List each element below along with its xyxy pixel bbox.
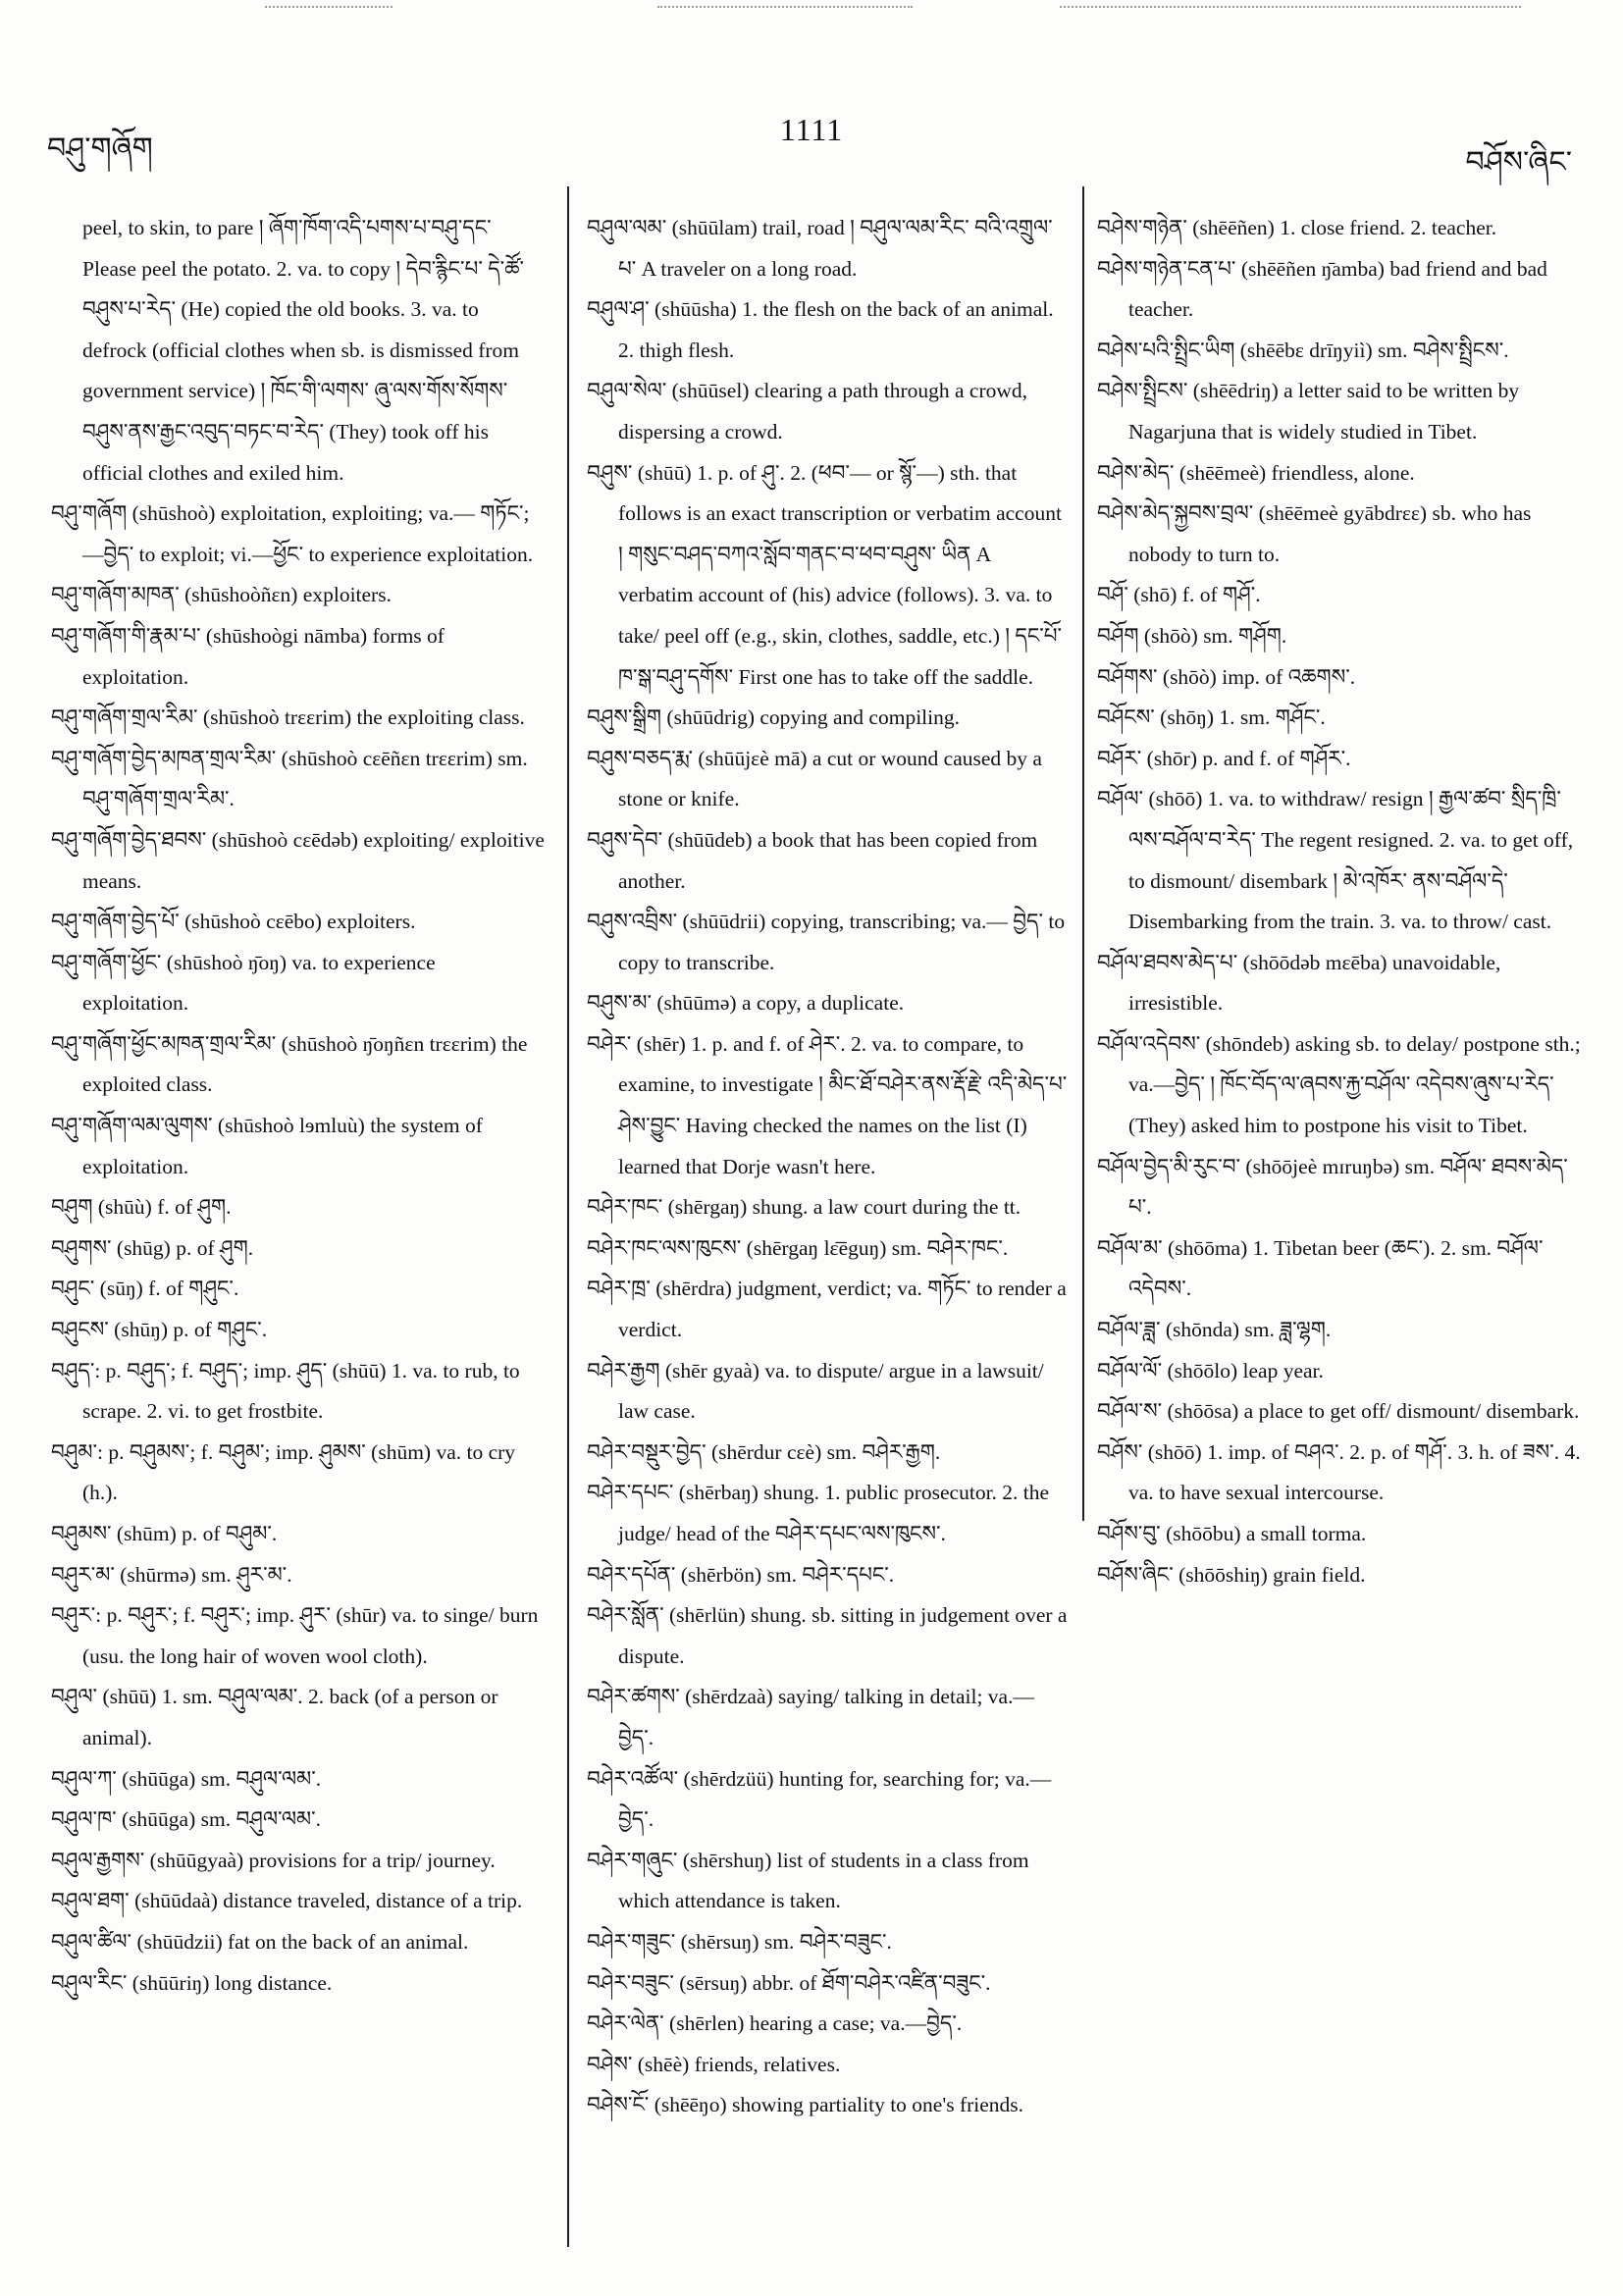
dictionary-entry: བཤུད་: p. བཤུད་; f. བཤུད་; imp. ཤུད་ (shūū) 1. va. to rub, to scrape. 2. vi. to get frostbite. — [51, 1358, 520, 1424]
dictionary-entry: བཤུ་གཞོག་བྱེད་མཁན་གྲལ་རིམ་ (shūshoò cɛēñɛn trɛɛrim) sm. བཤུ་གཞོག་གྲལ་རིམ་. — [51, 746, 528, 811]
dictionary-entry: བཤོལ་ས་ (shōōsa) a place to get off/ dismount/ disembark. — [1097, 1399, 1580, 1424]
dictionary-entry: བཤུལ་ལམ་ (shūūlam) trail, road ། བཤུལ་ལམ་རིང་ བའི་འགྲུལ་པ་ A traveler on a long road. — [587, 216, 1053, 281]
dictionary-entry: བཤེར་སློན་ (shērlün) shung. sb. sitting in judgement over a dispute. — [587, 1603, 1068, 1668]
running-head-right: བཤོས་ཞིང་ — [1465, 146, 1572, 179]
dictionary-entry: བཤུ་གཞོག་མཁན་ (shūshoòñɛn) exploiters. — [51, 583, 392, 607]
dictionary-entry: བཤེར་བསྡུར་བྱེད་ (shērdur cɛè) sm. བཤེར་རྒྱག. — [587, 1439, 941, 1464]
dictionary-entry: བཤུལ་ཚིལ་ (shūūdzii) fat on the back of an animal. — [51, 1929, 469, 1954]
column-divider — [567, 186, 569, 2247]
dictionary-entry: བཤེས་པའི་སྤྲིང་ཡིག (shēēbɛ drīŋyiì) sm. བཤེས་སྤྲིངས་. — [1097, 338, 1509, 362]
continued-entry: peel, to skin, to pare ། ཞོག་ཁོག་འདི་པགས་པ་བཤུ་དང་ Please peel the potato. 2. va. to copy ། དེབ་རྙིང་པ་ དེ་ཚོ་བཤུས་པ་རེད་ (He) copied the old books. 3. va. to defrock (official clothes when sb. is dismissed from government service) ། ཁོང་གི་ལགས་ ཞུ་ལས་གོས་སོགས་བཤུས་ནས་རྒྱང་འབུད་བཏང་བ་རེད་ (They) took off his official clothes and exiled him. — [82, 216, 525, 485]
dictionary-entry: བཤོལ་ལོ་ (shōōlo) leap year. — [1097, 1358, 1324, 1383]
dictionary-entry: བཤེར་གཟུང་ (shērsuŋ) sm. བཤེར་བཟུང་. — [587, 1929, 892, 1954]
dictionary-entry: བཤེར་ཁང་ (shērgaŋ) shung. a law court during the tt. — [587, 1195, 1021, 1220]
dictionary-entry: བཤེས་མེད་ (shēēmeè) friendless, alone. — [1097, 460, 1415, 485]
dictionary-entry: བཤོལ་ཟླ་ (shōnda) sm. ཟླ་ལྷག. — [1097, 1318, 1332, 1342]
dictionary-entry: བཤུས་བཅད་རྨ་ (shūūjɛè mā) a cut or wound caused by a stone or knife. — [587, 746, 1042, 811]
entry-list — [51, 494, 547, 2004]
dictionary-entry: བཤུ་གཞོག་ཕྱོང་མཁན་གྲལ་རིམ་ (shūshoò ŋ̄oŋñɛn trɛɛrim) the exploited class. — [51, 1031, 528, 1097]
dictionary-entry: བཤེར་དཔང་ (shērbaŋ) shung. 1. public prosecutor. 2. the judge/ head of the བཤེར་དཔང་ལས་ཁུངས་. — [587, 1481, 1050, 1545]
dictionary-entry: བཤུས་ (shūū) 1. p. of ཤུ་. 2. (ཕབ་— or སྙོ་—) sth. that follows is an exact transcription or verbatim account ། གསུང་བཤད་བཀའ་སློབ་གནང་བ་ཕབ་བཤུས་ ཡིན A verbatim account of (his) advice (follows). 3. va. to take/ peel off (e.g., skin, clothes, saddle, etc.) ། དང་པོ་ཁ་སྒ་བཤུ་དགོས་ First one has to take off the saddle. — [587, 460, 1063, 689]
dictionary-entry: བཤུ་གཞོག་བྱེད་ཐབས་ (shūshoò cɛēdəb) exploiting/ exploitive means. — [51, 827, 545, 893]
dictionary-entry: བཤོལ་ཐབས་མེད་པ་ (shōōdəb mɛēba) unavoidable, irresistible. — [1097, 950, 1501, 1016]
dictionary-entry: བཤུལ་རིང་ (shūūriŋ) long distance. — [51, 1970, 333, 1995]
dictionary-entry: བཤེས་གཉེན་ངན་པ་ (shēēñen ŋ̄amba) bad friend and bad teacher. — [1097, 256, 1547, 322]
dictionary-entry: བཤེས་གཉེན་ (shēēñen) 1. close friend. 2. teacher. — [1097, 216, 1497, 239]
dictionary-entry: བཤེར་རྒྱག (shēr gyaà) va. to dispute/ argue in a lawsuit/ law case. — [587, 1358, 1044, 1424]
dictionary-entry: བཤོས་ཞིང་ (shōōshiŋ) grain field. — [1097, 1562, 1366, 1587]
dictionary-entry: བཤེར་ཚགས་ (shērdzaà) saying/ talking in detail; va.—བྱེད་. — [587, 1685, 1034, 1749]
dictionary-entry: བཤོས་བུ་ (shōōbu) a small torma. — [1097, 1522, 1367, 1545]
dictionary-entry: བཤོལ་ (shōō) 1. va. to withdraw/ resign ། རྒྱལ་ཚབ་ སྲིད་ཁྲི་ལས་བཤོལ་བ་རེད་ The regent resigned. 2. va. to get off, to dismount/ disembark ། མེ་འཁོར་ ནས་བཤོལ་དེ་ Disembarking from the train. 3. va. to throw/ cast. — [1097, 787, 1574, 934]
dictionary-entry: བཤེར་ཁང་ལས་ཁུངས་ (shērgaŋ lɛ̄ēguŋ) sm. བཤེར་ཁང་. — [587, 1235, 1009, 1260]
dictionary-entry: བཤོགས་ (shōò) imp. of འཆགས་. — [1097, 664, 1356, 689]
dictionary-entry: བཤུ་གཞོག་གི་རྣམ་པ་ (shūshoògi nāmba) forms of exploitation. — [51, 623, 445, 689]
dictionary-entry: བཤོར་ (shōr) p. and f. of གཤོར་. — [1097, 746, 1351, 770]
dictionary-entry: བཤུར་: p. བཤུར་; f. བཤུར་; imp. ཤུར་ (shūr) va. to singe/ burn (usu. the long hair of woven wool cloth). — [51, 1603, 539, 1668]
dictionary-entry: བཤེས་ (shēè) friends, relatives. — [587, 2052, 841, 2076]
dictionary-column-1 — [51, 208, 547, 2004]
dictionary-entry: བཤུམ་: p. བཤུམས་; f. བཤུམ་; imp. ཤུམས་ (shūm) va. to cry (h.). — [51, 1439, 516, 1505]
dictionary-entry: བཤེར་གཞུང་ (shērshuŋ) list of students in a class from which attendance is taken. — [587, 1848, 1029, 1913]
dictionary-entry: བཤུལ་ཁ་ (shūūga) sm. བཤུལ་ལམ་. — [51, 1807, 322, 1832]
dictionary-entry: བཤོལ་འདེབས་ (shōndeb) asking sb. to delay/ postpone sth.; va.—བྱེད་ ། ཁོང་བོད་ལ་ཞབས་རྐྱ་བཤོལ་ འདེབས་ཞུས་པ་རེད་ (They) asked him to postpone his visit to Tibet. — [1097, 1031, 1581, 1138]
dictionary-entry: བཤུལ་ (shūū) 1. sm. བཤུལ་ལམ་. 2. back (of a person or animal). — [51, 1685, 498, 1749]
entry-list — [587, 208, 1068, 2126]
dictionary-entry: བཤུལ་སེལ་ (shūūsel) clearing a path through a crowd, dispersing a crowd. — [587, 379, 1028, 444]
dictionary-entry: བཤེས་མེད་སྐྱབས་བྲལ་ (shēēmeè gyābdrɛɛ) sb. who has nobody to turn to. — [1097, 501, 1532, 566]
scan-artifact — [1060, 6, 1521, 8]
dictionary-entry: བཤུར་མ་ (shūrmə) sm. ཤུར་མ་. — [51, 1562, 292, 1587]
dictionary-entry: བཤུང་ (sūŋ) f. of གཤུང་. — [51, 1277, 239, 1301]
dictionary-entry: བཤུ་གཞོག (shūshoò) exploitation, exploiting; va.— གཏོང་; —བྱེད་ to exploit; vi.—ཕྱོང་ to experience exploitation. — [51, 501, 534, 566]
dictionary-column-3 — [1097, 208, 1588, 1595]
dictionary-entry: བཤུས་སྒྲིག (shūūdrig) copying and compiling. — [587, 705, 960, 730]
dictionary-entry: བཤུལ་རྒྱགས་ (shūūgyaà) provisions for a trip/ journey. — [51, 1848, 496, 1872]
dictionary-entry: བཤེར་ (shēr) 1. p. and f. of ཤེར་. 2. va. to compare, to examine, to investigate ། མིང་ཐོ་བཤེར་ནས་རྡོ་རྗེ་ འདི་མེད་པ་ཤེས་བྱུང་ Having checked the names on the list (I) learned that Dorje wasn't here. — [587, 1031, 1068, 1178]
dictionary-entry: བཤུ་གཞོག་ཕྱོང་ (shūshoò ŋ̄oŋ) va. to experience exploitation. — [51, 950, 436, 1016]
dictionary-entry: བཤོལ་བྱེད་མི་རུང་བ་ (shōōjeè mɪruŋbə) sm. བཤོལ་ ཐབས་མེད་པ་. — [1097, 1154, 1568, 1220]
dictionary-entry: བཤུས་མ་ (shūūmə) a copy, a duplicate. — [587, 991, 905, 1016]
dictionary-entry: བཤུམས་ (shūm) p. of བཤུམ་. — [51, 1522, 278, 1545]
dictionary-entry: བཤུགས་ (shūg) p. of ཤུག. — [51, 1235, 254, 1260]
dictionary-entry: བཤེར་འཚོལ་ (shērdzüü) hunting for, searching for; va.—བྱེད་. — [587, 1766, 1052, 1832]
dictionary-entry: བཤུལ་ཤ་ (shūūsha) 1. the flesh on the back of an animal. 2. thigh flesh. — [587, 297, 1054, 362]
dictionary-entry: བཤོངས་ (shōŋ) 1. sm. གཤོང་. — [1097, 705, 1326, 730]
dictionary-entry: བཤེར་བཟུང་ (sērsuŋ) abbr. of ཐོག་བཤེར་འཛིན་བཟུང་. — [587, 1970, 991, 1995]
dictionary-entry: བཤུས་དེབ་ (shūūdeb) a book that has been copied from another. — [587, 827, 1038, 893]
dictionary-entry: བཤེས་སྤྲིངས་ (shēēdriŋ) a letter said to be written by Nagarjuna that is widely studied in Tibet. — [1097, 379, 1520, 444]
dictionary-entry: བཤུས་འབྲིས་ (shūūdrii) copying, transcribing; va.— བྱེད་ to copy to transcribe. — [587, 910, 1066, 974]
column-divider — [1082, 186, 1084, 1521]
running-head-left: བཤུ་གཞོག — [47, 132, 153, 165]
scan-artifact — [657, 6, 913, 8]
dictionary-entry: བཤོག (shōò) sm. གཤོག. — [1097, 623, 1287, 648]
dictionary-entry: བཤོས་ (shōō) 1. imp. of བཤའ་. 2. p. of གཤོ་. 3. h. of ཟས་. 4. va. to have sexual intercourse. — [1097, 1439, 1581, 1505]
dictionary-entry: བཤེར་ལེན་ (shērlen) hearing a case; va.—བྱེད་. — [587, 2011, 963, 2036]
dictionary-entry: བཤུག (shūù) f. of ཤུག. — [51, 1195, 232, 1220]
dictionary-entry: བཤེར་དཔོན་ (shērbön) sm. བཤེར་དཔང་. — [587, 1562, 895, 1587]
dictionary-entry: བཤུ་གཞོག་གྲལ་རིམ་ (shūshoò trɛɛrim) the exploiting class. — [51, 705, 525, 730]
dictionary-entry: བཤུལ་ཐག་ (shūūdaà) distance traveled, distance of a trip. — [51, 1889, 523, 1913]
dictionary-entry: བཤུ་གཞོག་བྱེད་པོ་ (shūshoò cɛēbo) exploiters. — [51, 910, 416, 934]
dictionary-entry: བཤུ་གཞོག་ལམ་ལུགས་ (shūshoò lɘmluù) the system of exploitation. — [51, 1114, 483, 1178]
dictionary-entry: བཤོ་ (shō) f. of གཤོ་. — [1097, 583, 1261, 607]
dictionary-entry: བཤེར་ཁྲ་ (shērdra) judgment, verdict; va. གཏོང་ to render a verdict. — [587, 1277, 1067, 1342]
dictionary-entry: བཤུལ་ཀ་ (shūūga) sm. བཤུལ་ལམ་. — [51, 1766, 322, 1791]
scan-artifact — [265, 6, 393, 8]
dictionary-entry: བཤུངས་ (shūŋ) p. of གཤུང་. — [51, 1318, 268, 1342]
entry-list — [1097, 208, 1588, 1595]
page-number: 1111 — [779, 112, 844, 147]
dictionary-column-2 — [587, 208, 1068, 2126]
dictionary-entry: བཤེས་ངོ་ (shēēŋo) showing partiality to one's friends. — [587, 2093, 1024, 2117]
dictionary-entry: བཤོལ་མ་ (shōōma) 1. Tibetan beer (ཆང་). 2. sm. བཤོལ་འདེབས་. — [1097, 1235, 1544, 1301]
